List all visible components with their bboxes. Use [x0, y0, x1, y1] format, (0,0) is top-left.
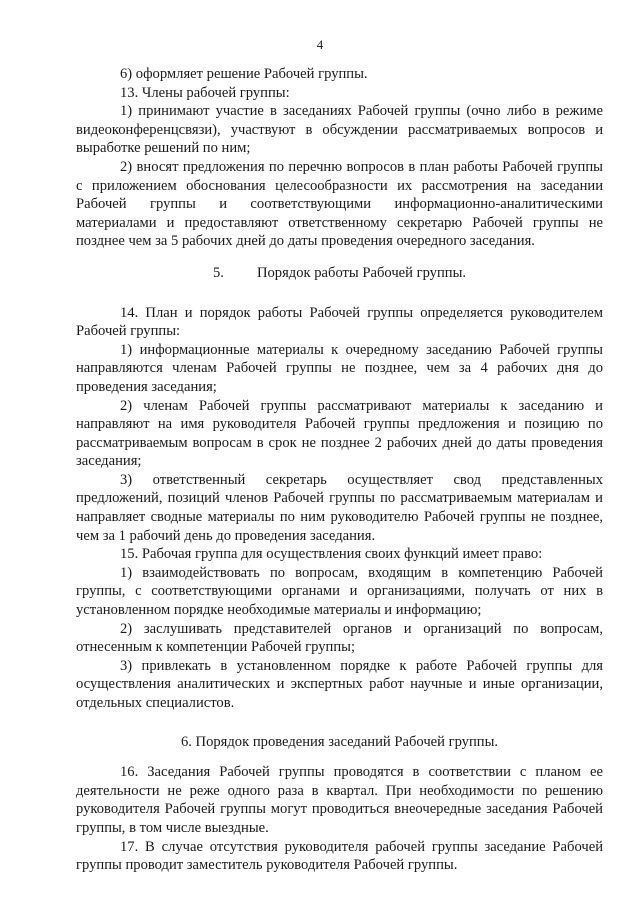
section-heading-6: 6. Порядок проведения заседаний Рабочей группы.: [180, 733, 499, 750]
document-body: [76, 65, 603, 875]
section-heading-5: [76, 264, 603, 283]
paragraph: 17. В случае отсутствия руководителя рабочей группы заседание Рабочей группы проводит заместитель руководителя Рабочей группы.: [76, 838, 603, 874]
paragraph: 15. Рабочая группа для осуществления своих функций имеет право:: [120, 546, 543, 563]
paragraph: 2) вносят предложения по перечню вопросов в план работы Рабочей группы с приложением обоснования целесообразности их рассмотрения на заседании Рабочей группы и соответствующими информационно-аналитическими материалами и предоставляют ответственному секретарю Рабочей группы не позднее чем за 5 рабочих дней до даты проведения очередного заседания.: [76, 158, 603, 250]
page-number: 4: [316, 37, 324, 52]
paragraph: 2) членам Рабочей группы рассматривают материалы к заседанию и направляют на имя руководителя Рабочей группы предложения и позицию по рассматриваемым вопросам в срок не позднее 2 рабочих дней до даты проведения заседания;: [76, 397, 603, 470]
paragraph: 16. Заседания Рабочей группы проводятся в соответствии с планом ее деятельности не реже одного раза в квартал. При необходимости по решению руководителя Рабочей группы могут проводиться внеочередные заседания Рабочей группы, в том числе выездные.: [76, 764, 603, 836]
paragraph: 3) ответственный секретарь осуществляет свод представленных предложений, позиций членов Рабочей группы по рассматриваемым материалам и направляет сводные материалы по ним руководителю Рабочей группы не позднее, чем за 1 рабочий день до проведения заседания.: [76, 471, 603, 544]
section-title: Порядок работы Рабочей группы.: [256, 264, 467, 281]
paragraph: 1) принимают участие в заседаниях Рабочей группы (очно либо в режиме видеоконференцсвязи), участвуют в обсуждении рассматриваемых вопросов и выработке решений по ним;: [76, 103, 603, 157]
paragraph: 1) информационные материалы к очередному заседанию Рабочей группы направляются членам Рабочей группы не позднее, чем за 4 рабочих дня до проведения заседания;: [76, 341, 603, 395]
paragraph: 13. Члены рабочей группы:: [120, 84, 290, 101]
paragraph: 6) оформляет решение Рабочей группы.: [120, 66, 368, 82]
paragraph: 2) заслушивать представителей органов и организаций по вопросам, отнесенным к компетенции Рабочей группы;: [76, 620, 603, 656]
paragraph: 3) привлекать в установленном порядке к работе Рабочей группы для осуществления аналитических и экспертных работ научные и иные организации, отдельных специалистов.: [76, 657, 603, 711]
paragraph: 14. План и порядок работы Рабочей группы определяется руководителем Рабочей группы:: [76, 304, 603, 340]
section-number: 5.: [212, 264, 224, 281]
paragraph: 1) взаимодействовать по вопросам, входящим в компетенцию Рабочей группы, с соответствующими органами и организациями, получать от них в установленном порядке необходимые материалы и информацию;: [76, 564, 603, 619]
